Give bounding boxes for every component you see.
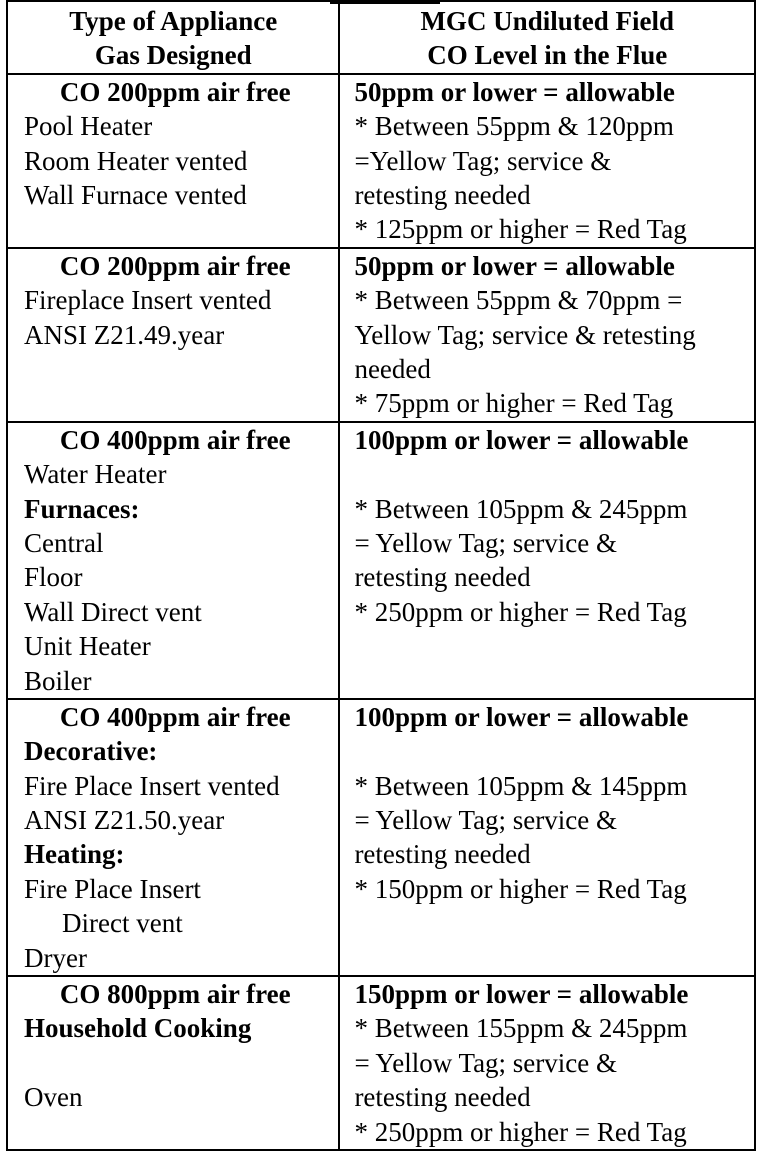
cell-line: Furnaces:: [24, 493, 140, 524]
cell-line: Room Heater vented: [24, 145, 248, 176]
cell-line: [24, 1046, 338, 1080]
cell-line: [354, 941, 754, 975]
cell-line: Central: [24, 527, 104, 558]
table-row: [7, 422, 755, 699]
cell-line: 150ppm or lower = allowable: [354, 979, 689, 1010]
cell-line: Yellow Tag; service & retesting: [354, 319, 696, 350]
appliance-cell: [7, 976, 339, 1150]
cell-line: Floor: [24, 562, 83, 593]
cell-line: =Yellow Tag; service &: [354, 145, 612, 176]
cell-line: ANSI Z21.49.year: [24, 319, 225, 350]
cell-line: * Between 105ppm & 245ppm: [354, 493, 688, 524]
cell-line: * Between 55ppm & 120ppm: [354, 111, 674, 142]
header-co-level: [339, 1, 755, 74]
cell-line: Wall Furnace vented: [24, 179, 247, 210]
co-level-cell: [339, 699, 755, 976]
cell-line: 100ppm or lower = allowable: [354, 701, 689, 732]
cell-line: * 75ppm or higher = Red Tag: [354, 388, 674, 419]
header-row: [7, 1, 755, 74]
table-row: [7, 699, 755, 976]
cell-line: retesting needed: [354, 562, 531, 593]
appliance-cell: [7, 248, 339, 422]
cell-line: ANSI Z21.50.year: [24, 805, 225, 836]
cell-line: Unit Heater: [24, 631, 151, 662]
cell-line: Dryer: [24, 942, 87, 973]
cell-line: [354, 629, 754, 663]
co-levels-table: [6, 0, 756, 1151]
cell-line: = Yellow Tag; service &: [354, 527, 618, 558]
cell-line: [354, 457, 754, 491]
header-line: CO Level in the Flue: [427, 40, 668, 71]
cell-line: CO 400ppm air free: [59, 424, 291, 455]
cell-line: * Between 155ppm & 245ppm: [354, 1013, 688, 1044]
cell-line: needed: [354, 353, 431, 384]
table-row: [7, 74, 755, 248]
cell-line: Fireplace Insert vented: [24, 285, 272, 316]
co-level-cell: [339, 74, 755, 248]
cell-line: * Between 105ppm & 145ppm: [354, 770, 688, 801]
table-row: [7, 976, 755, 1150]
cell-line: 100ppm or lower = allowable: [354, 424, 689, 455]
cell-line: * 150ppm or higher = Red Tag: [354, 873, 687, 904]
cell-line: Wall Direct vent: [24, 596, 202, 627]
cell-line: * 125ppm or higher = Red Tag: [354, 214, 687, 245]
cell-line: retesting needed: [354, 179, 531, 210]
co-level-cell: [339, 422, 755, 699]
cell-line: Fire Place Insert: [24, 873, 201, 904]
cell-line: CO 200ppm air free: [59, 250, 291, 281]
cell-line: CO 200ppm air free: [59, 76, 291, 107]
co-level-cell: [339, 976, 755, 1150]
co-level-cell: [339, 248, 755, 422]
cell-line: [24, 212, 338, 246]
cell-line: 50ppm or lower = allowable: [354, 76, 675, 107]
cell-line: Oven: [24, 1082, 83, 1113]
cell-line: Pool Heater: [24, 111, 153, 142]
header-appliance-type: [7, 1, 339, 74]
cell-line: retesting needed: [354, 839, 531, 870]
cell-line: Boiler: [24, 665, 92, 696]
cell-line: CO 800ppm air free: [59, 979, 291, 1010]
cell-line: retesting needed: [354, 1082, 531, 1113]
header-line: Type of Appliance: [69, 6, 278, 36]
cell-line: CO 400ppm air free: [59, 701, 291, 732]
cell-line: = Yellow Tag; service &: [354, 1047, 618, 1078]
cell-line: [24, 386, 338, 420]
cell-line: [24, 352, 338, 386]
cell-line: Fire Place Insert vented: [24, 770, 280, 801]
cell-line: 50ppm or lower = allowable: [354, 250, 675, 281]
table-row: [7, 248, 755, 422]
cell-line: [354, 664, 754, 698]
cell-line: Household Cooking: [24, 1013, 252, 1044]
cell-line: = Yellow Tag; service &: [354, 805, 618, 836]
cell-line: Decorative:: [24, 736, 158, 767]
appliance-cell: [7, 422, 339, 699]
cell-line: * Between 55ppm & 70ppm =: [354, 285, 683, 316]
cell-line: * 250ppm or higher = Red Tag: [354, 596, 687, 627]
cell-line: Water Heater: [24, 459, 167, 490]
appliance-cell: [7, 74, 339, 248]
header-line: Gas Designed: [94, 40, 252, 71]
cell-line: [24, 1115, 338, 1149]
cell-line: [354, 906, 754, 940]
appliance-cell: [7, 699, 339, 976]
cell-line: * 250ppm or higher = Red Tag: [354, 1116, 687, 1147]
cell-line: [354, 734, 754, 768]
table-body: [7, 1, 755, 1150]
cell-line: Heating:: [24, 839, 125, 870]
cell-line: Direct vent: [62, 908, 183, 939]
header-line: MGC Undiluted Field: [420, 6, 674, 36]
